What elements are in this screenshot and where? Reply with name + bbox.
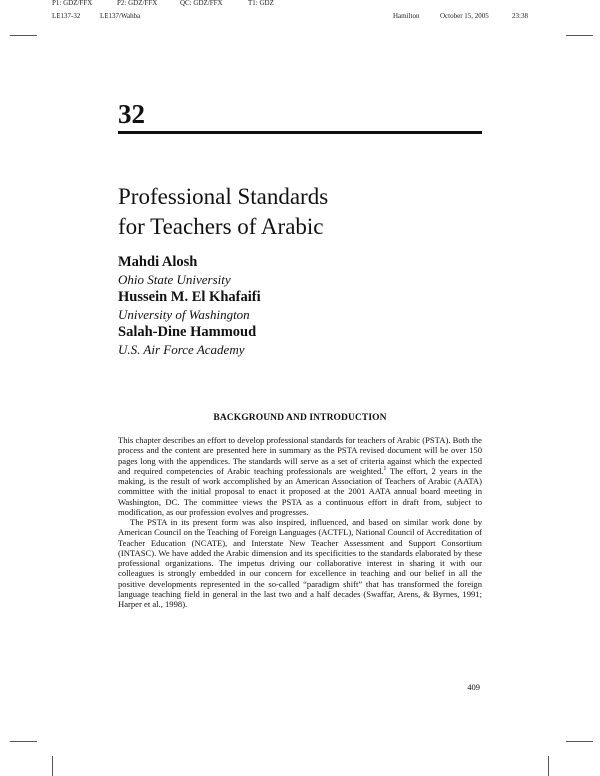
body-text <box>118 435 482 609</box>
header-proof-qc: QC: GDZ/FFX <box>180 0 223 7</box>
author-affiliation: U.S. Air Force Academy <box>118 342 245 357</box>
crop-mark-bottom-left <box>10 741 37 742</box>
header-proof-t1: T1: GDZ <box>248 0 274 7</box>
section-heading: BACKGROUND AND INTRODUCTION <box>213 413 387 423</box>
paragraph: The PSTA in its present form was also inspired, influenced, and based on similar work done by American Council on the Teaching of Foreign Languages (ACTFL), National Council of Accreditation of Teacher Education (NCATE), and Interstate New Teacher Assessment and Support Consortium (INTASC). We have added the Arabic dimension and its specificities to the standards elaborated by these professional organizations. The impetus driving our collaborative interest in sharing it with our colleagues is strongly embedded in our concern for excellence in teaching and our belief in all the positive developments represented in the so-called “paradigm shift” that has transformed the foreign language teaching field in general in the last two and a half decades (Swaffar, Arens, & Byrnes, 1991; Harper et al., 1998). <box>118 517 482 609</box>
header-proof-p1: P1: GDZ/FFX <box>52 0 93 7</box>
paragraph-text: This chapter describes an effort to develop professional standards for teachers of Arabic (PSTA). Both the process and the content are presented here in summary as the PSTA revised document will be over 150 pages long with the appendices. The standards will serve as a set of criteria against which the expected and required competencies of Arabic teaching professionals are weighted. <box>118 435 482 476</box>
author-name: Hussein M. El Khafaifi <box>118 289 261 305</box>
crop-mark-top-right <box>566 35 593 36</box>
crop-mark-top-left <box>10 35 37 36</box>
chapter-number: 32 <box>118 99 145 129</box>
header-date: October 15, 2005 <box>440 12 489 20</box>
author-name: Salah-Dine Hammoud <box>118 324 257 340</box>
author-block <box>118 288 478 323</box>
crop-mark-bottom-right-vertical <box>548 756 549 776</box>
footnote-marker[interactable]: 1 <box>383 465 387 472</box>
crop-mark-bottom-left-vertical <box>52 756 53 776</box>
crop-mark-bottom-right <box>566 741 593 742</box>
header-book: LE137/Wahba <box>100 12 141 20</box>
author-affiliation: Ohio State University <box>118 272 231 287</box>
header-place: Hamilton <box>393 12 420 20</box>
paragraph <box>118 435 482 517</box>
author-list <box>118 253 478 358</box>
header-code: LE137-32 <box>52 12 81 20</box>
header-proof-p2: P2: GDZ/FFX <box>117 0 158 7</box>
author-affiliation: University of Washington <box>118 307 250 322</box>
author-block <box>118 253 478 288</box>
chapter-title-line-2: for Teachers of Arabic <box>118 214 324 239</box>
author-block <box>118 323 478 358</box>
page-number: 409 <box>467 682 480 692</box>
chapter-rule <box>118 131 482 134</box>
chapter-title <box>118 182 328 242</box>
author-name: Mahdi Alosh <box>118 254 198 270</box>
chapter-title-line-1: Professional Standards <box>118 184 329 209</box>
header-time: 23:38 <box>512 12 528 20</box>
paragraph-text: The effort, 2 years in the making, is the result of work accomplished by an American Association of Teachers of Arabic (AATA) committee with the initial proposal to enact it proposed at the 2001 AATA annual board meeting in Washington, DC. The committee views the PSTA as a continuous effort in draft from, subject to modification, as our profession evolves and progresses. <box>118 465 482 517</box>
